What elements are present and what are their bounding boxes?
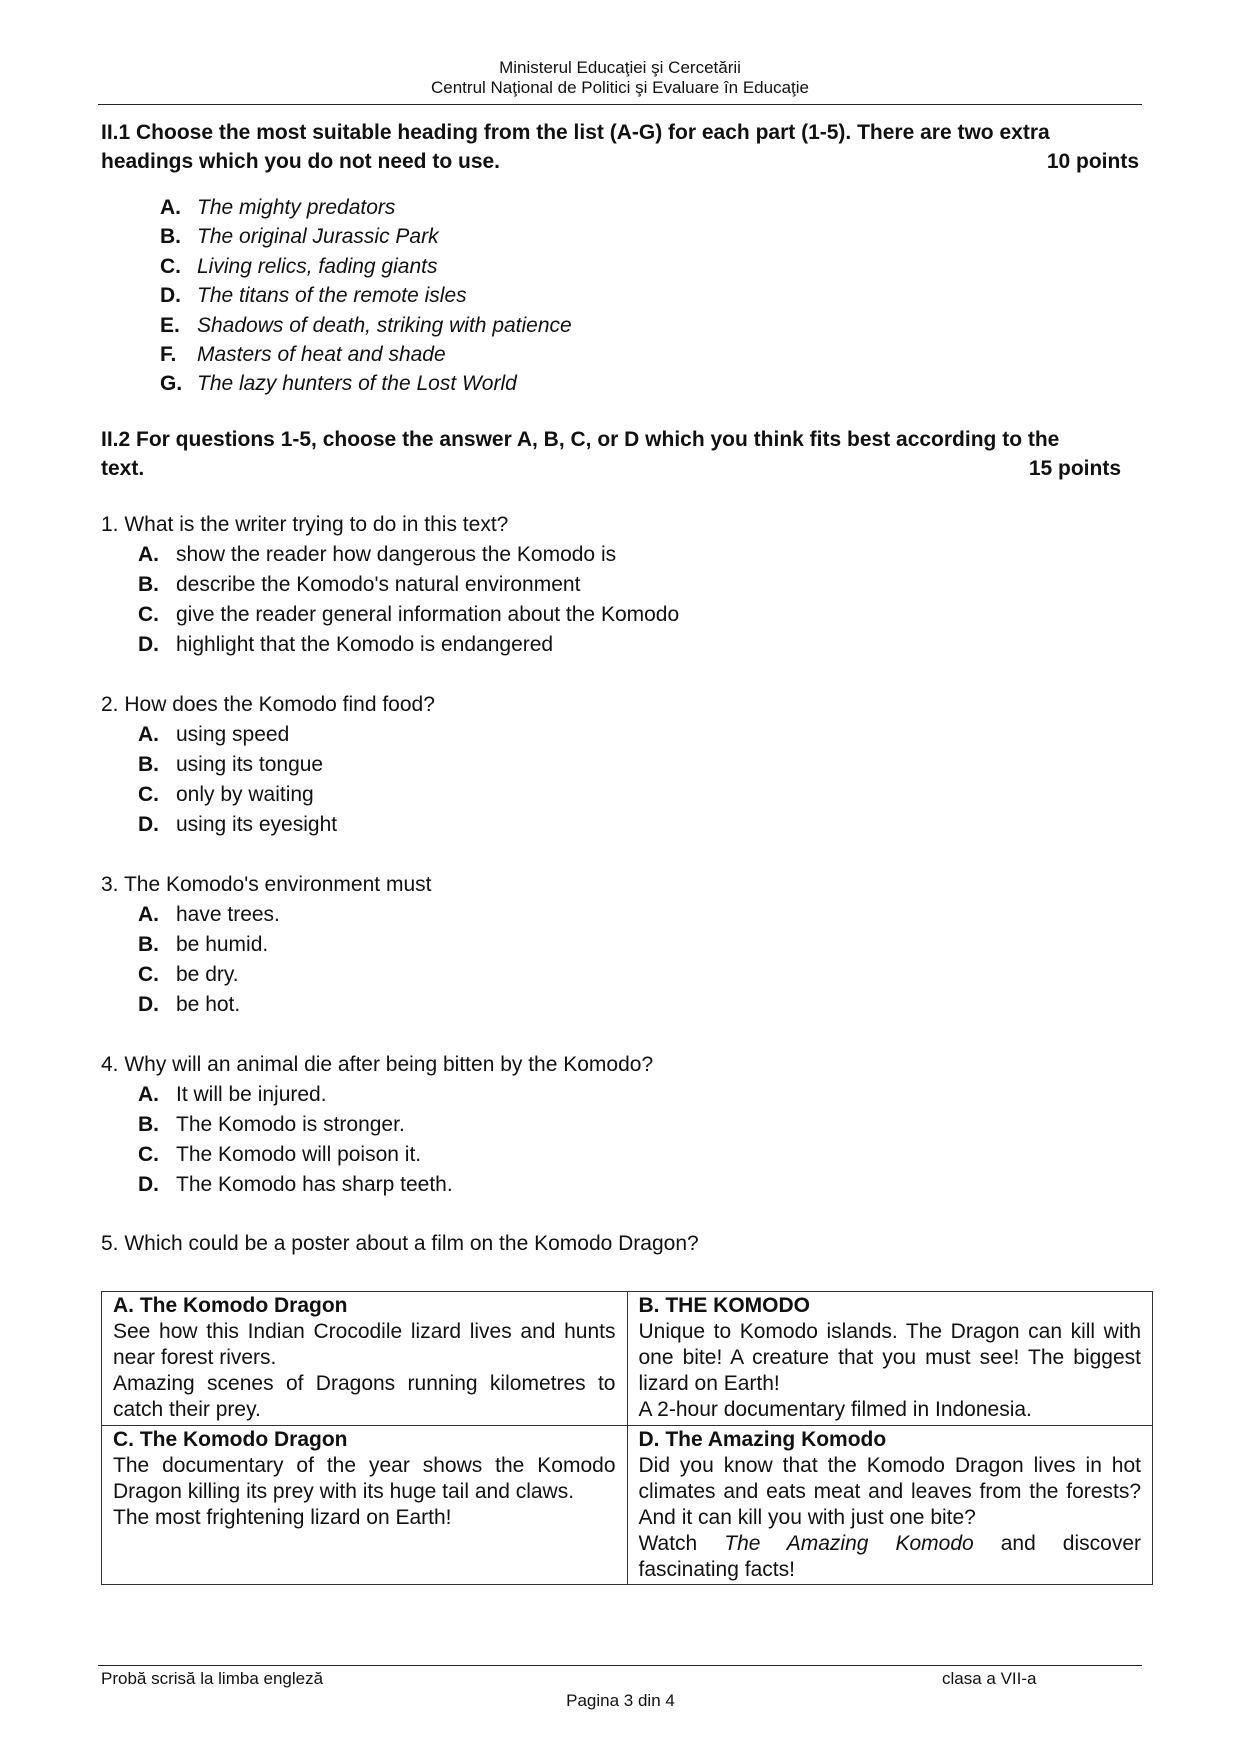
option-text: using its eyesight [176, 813, 338, 836]
answer-option [101, 990, 431, 1020]
poster-option-d [627, 1426, 1153, 1585]
option-letter: B. [138, 1113, 159, 1136]
poster-option-c [102, 1426, 628, 1585]
header-center: Centrul Naţional de Politici şi Evaluare în Educaţie [431, 78, 809, 97]
answer-option [101, 570, 679, 600]
answer-option [101, 930, 431, 960]
task-II1-line1: II.1 Choose the most suitable heading from the list (A-G) for each part (1-5). There are two extra [101, 121, 1050, 144]
heading-letter: B. [160, 225, 181, 249]
poster-body: A 2-hour documentary filmed in Indonesia. [638, 1398, 1032, 1421]
poster-body: The documentary of the year shows the Komodo Dragon killing its prey with its huge tail and claws. [113, 1454, 616, 1503]
task-II2-line1: II.2 For questions 1-5, choose the answer A, B, C, or D which you think fits best according to the [101, 428, 1060, 451]
footer-divider [98, 1665, 1142, 1666]
document-header [100, 58, 1140, 98]
heading-letter: C. [160, 254, 181, 278]
option-text: give the reader general information about the Komodo [176, 603, 680, 626]
heading-letter: F. [160, 343, 177, 367]
poster-option-a [102, 1292, 628, 1426]
option-letter: A. [138, 903, 159, 926]
task-II1-points: 10 points [1046, 150, 1139, 173]
answer-option [101, 1110, 653, 1140]
option-letter: B. [138, 933, 159, 956]
question-text: 5. Which could be a poster about a film on the Komodo Dragon? [101, 1232, 699, 1255]
poster-body-prefix: Watch [638, 1532, 725, 1555]
answer-option [101, 900, 431, 930]
header-ministry: Ministerul Educaţiei şi Cercetării [499, 58, 741, 77]
heading-item [160, 252, 572, 281]
answer-option [101, 600, 679, 630]
option-text: The Komodo has sharp teeth. [176, 1173, 453, 1196]
question-1 [101, 510, 679, 660]
option-letter: D. [138, 993, 159, 1016]
answer-option [101, 630, 679, 660]
task-II2-points: 15 points [1028, 457, 1121, 480]
heading-text: The mighty predators [197, 196, 396, 219]
footer-exam-name: Probă scrisă la limba engleză [101, 1669, 324, 1688]
option-letter: D. [138, 1173, 159, 1196]
option-letter: C. [138, 783, 159, 806]
answer-option [101, 720, 435, 750]
option-text: be humid. [176, 933, 269, 956]
poster-option-b [627, 1292, 1153, 1426]
poster-body: Unique to Komodo islands. The Dragon can kill with one bite! A creature that you must see! The biggest lizard on Earth! [638, 1320, 1141, 1395]
task-II1-line2: headings which you do not need to use. [101, 150, 501, 173]
heading-item [160, 193, 572, 222]
heading-item [160, 311, 572, 340]
task-II1-instruction [101, 118, 1139, 176]
page-number: Pagina 3 din 4 [566, 1691, 675, 1710]
answer-option [101, 960, 431, 990]
option-letter: D. [138, 813, 159, 836]
question-4 [101, 1050, 653, 1200]
answer-option [101, 1080, 653, 1110]
option-text: be hot. [176, 993, 241, 1016]
poster-title: A. The Komodo Dragon [113, 1294, 348, 1317]
heading-item [160, 369, 572, 398]
question-text: 2. How does the Komodo find food? [101, 693, 435, 716]
option-text: using its tongue [176, 753, 324, 776]
option-text: describe the Komodo's natural environment [176, 573, 581, 596]
option-text: The Komodo will poison it. [176, 1143, 422, 1166]
option-text: be dry. [176, 963, 239, 986]
task-II2-line2: text. [101, 457, 145, 480]
option-text: only by waiting [176, 783, 314, 806]
poster-body: Did you know that the Komodo Dragon lives in hot climates and eats meat and leaves from the forests? And it can kill you with just one bite? [638, 1454, 1141, 1529]
heading-text: Living relics, fading giants [197, 254, 438, 278]
poster-title: B. THE KOMODO [638, 1294, 810, 1317]
question-2 [101, 690, 435, 840]
poster-body: Amazing scenes of Dragons running kilometres to catch their prey. [113, 1372, 616, 1421]
option-text: highlight that the Komodo is endangered [176, 633, 554, 656]
heading-letter: E. [160, 313, 180, 337]
heading-item [160, 340, 572, 369]
header-divider [98, 104, 1142, 105]
task-II2-instruction [101, 425, 1121, 483]
answer-option [101, 810, 435, 840]
poster-title: D. The Amazing Komodo [638, 1428, 887, 1451]
poster-body-suffix: and discover fascinating facts! [638, 1532, 1141, 1581]
option-text: have trees. [176, 903, 280, 926]
question-text: 1. What is the writer trying to do in this text? [101, 513, 509, 536]
poster-body [639, 1531, 1142, 1583]
option-text: show the reader how dangerous the Komodo is [176, 543, 617, 566]
heading-text: The titans of the remote isles [197, 284, 467, 308]
option-letter: B. [138, 573, 159, 596]
poster-title: C. The Komodo Dragon [113, 1428, 348, 1451]
heading-letter: G. [160, 372, 183, 396]
option-letter: A. [138, 543, 159, 566]
option-text: It will be injured. [176, 1083, 327, 1106]
poster-body: See how this Indian Crocodile lizard lives and hunts near forest rivers. [113, 1320, 616, 1369]
answer-option [101, 1140, 653, 1170]
option-letter: C. [138, 1143, 159, 1166]
heading-text: The original Jurassic Park [197, 225, 439, 249]
footer-grade: clasa a VII-a [942, 1669, 1037, 1688]
option-text: using speed [176, 723, 290, 746]
option-letter: A. [138, 1083, 159, 1106]
question-text: 4. Why will an animal die after being bitten by the Komodo? [101, 1053, 654, 1076]
option-text: The Komodo is stronger. [176, 1113, 405, 1136]
heading-list [160, 193, 572, 399]
heading-letter: D. [160, 284, 181, 308]
heading-item [160, 281, 572, 310]
option-letter: B. [138, 753, 159, 776]
poster-body: The most frightening lizard on Earth! [113, 1506, 452, 1529]
heading-text: Shadows of death, striking with patience [197, 313, 572, 337]
option-letter: C. [138, 603, 159, 626]
question-5 [101, 1229, 699, 1259]
heading-text: The lazy hunters of the Lost World [197, 372, 517, 396]
answer-option [101, 780, 435, 810]
film-title: The Amazing Komodo [724, 1532, 974, 1555]
poster-table [101, 1291, 1153, 1585]
heading-text: Masters of heat and shade [197, 343, 446, 367]
option-letter: D. [138, 633, 159, 656]
option-letter: C. [138, 963, 159, 986]
option-letter: A. [138, 723, 159, 746]
answer-option [101, 540, 679, 570]
heading-letter: A. [160, 196, 181, 219]
answer-option [101, 1170, 653, 1200]
question-3 [101, 870, 431, 1020]
answer-option [101, 750, 435, 780]
question-text: 3. The Komodo's environment must [101, 873, 432, 896]
heading-item [160, 222, 572, 251]
